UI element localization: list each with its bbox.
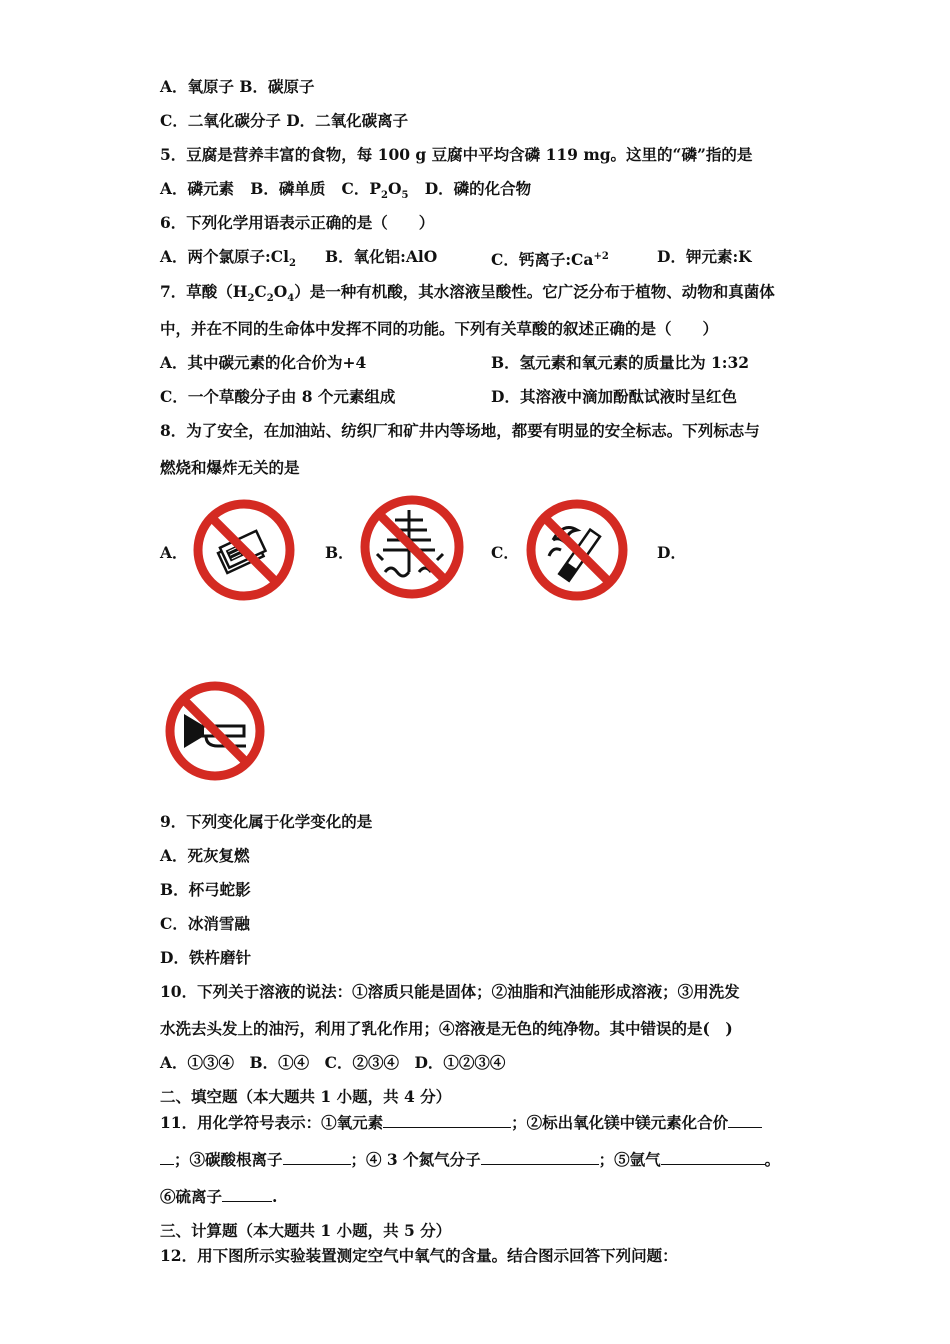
q7-stem-line1: 7．草酸$(H_2C_2O_4)$是一种有机酸，其水溶液呈酸性。它广泛分布于植物、动物和真菌体	[160, 282, 775, 305]
q4-options-line1: A．氧原子 B．碳原子	[160, 77, 315, 96]
q8-label-c: C．	[491, 543, 519, 562]
q5-option-d: D．磷的化合物	[424, 179, 532, 198]
q5-option-b: B．磷单质	[250, 179, 326, 198]
q11-line1: 11．用化学符号表示：①氧元素 ；②标出氧化镁中镁元素化合价	[160, 1113, 762, 1133]
q9-option-a: A．死灰复燃	[160, 846, 250, 865]
q6-option-a: A．两个氯原子$:Cl_2$	[160, 247, 296, 270]
no-smoking-sign-icon	[523, 496, 631, 604]
blank-oxygen-element[interactable]	[383, 1113, 511, 1128]
blank-argon[interactable]	[661, 1150, 765, 1165]
no-matches-sign-icon	[190, 496, 298, 604]
q5-options	[160, 179, 531, 206]
q6-stem: 6．下列化学用语表示正确的是（ ）	[160, 213, 435, 232]
q9-stem: 9．下列变化属于化学变化的是	[160, 812, 373, 831]
blank-mg-valence-cont[interactable]	[160, 1150, 174, 1165]
q11-line3: ⑥硫离子 .	[160, 1187, 278, 1206]
q9-option-d: D．铁杵磨针	[160, 948, 251, 967]
q5-option-a: A．磷元素	[160, 179, 235, 198]
blank-carbonate-ion[interactable]	[283, 1150, 351, 1165]
blank-mg-valence[interactable]	[728, 1113, 762, 1128]
blank-nitrogen-molecules[interactable]	[481, 1150, 599, 1165]
q4-options-line2: C．二氧化碳分子 D．二氧化碳离子	[160, 111, 409, 130]
q7-stem-line2: 中，并在不同的生命体中发挥不同的功能。下列有关草酸的叙述正确的是（ ）	[160, 319, 719, 338]
blank-sulfide-ion[interactable]	[222, 1187, 272, 1202]
q5-option-c: C．$P_2O_5$	[341, 179, 409, 202]
q7-option-c: C．一个草酸分子由 8 个元素组成	[160, 387, 396, 406]
no-honking-sign-icon	[162, 678, 268, 784]
q12-stem: 12．用下图所示实验装置测定空气中氧气的含量。结合图示回答下列问题：	[160, 1246, 678, 1265]
q7-option-a: A．其中碳元素的化合价为+4	[160, 353, 367, 372]
q5-stem: 5．豆腐是营养丰富的食物，每 100 g 豆腐中平均含磷 119 mg。这里的“磷”指的是	[160, 145, 753, 164]
q6-option-c: C．钙离子$:Ca^{+2}$	[491, 250, 609, 270]
q9-option-b: B．杯弓蛇影	[160, 880, 251, 899]
q6-option-d: D．钾元素:K	[657, 247, 752, 266]
q8-stem-line2: 燃烧和爆炸无关的是	[160, 458, 300, 477]
no-fireworks-sign-icon	[357, 492, 467, 602]
section3-title: 三、计算题（本大题共 1 小题，共 5 分）	[160, 1221, 452, 1240]
q9-option-c: C．冰消雪融	[160, 914, 250, 933]
q10-stem-line1: 10．下列关于溶液的说法：①溶质只能是固体；②油脂和汽油能形成溶液；③用洗发	[160, 982, 740, 1001]
q6-option-b: B．氧化铝:AlO	[325, 247, 438, 266]
q10-stem-line2: 水洗去头发上的油污，利用了乳化作用；④溶液是无色的纯净物。其中错误的是( )	[160, 1019, 733, 1038]
q11-line2: ；③碳酸根离子 ；④ 3 个氮气分子 ；⑤氩气 。	[160, 1150, 780, 1170]
q8-label-d: D．	[657, 543, 686, 562]
section2-title: 二、填空题（本大题共 1 小题，共 4 分）	[160, 1087, 452, 1106]
q10-options: A．①③④ B．①④ C．②③④ D．①②③④	[160, 1053, 506, 1072]
q7-option-b: B．氢元素和氧元素的质量比为 1:32	[491, 353, 750, 372]
q8-label-b: B．	[325, 543, 354, 562]
q7-option-d: D．其溶液中滴加酚酞试液时呈红色	[491, 387, 737, 406]
q8-label-a: A．	[160, 543, 188, 562]
q8-stem-line1: 8．为了安全，在加油站、纺织厂和矿井内等场地，都要有明显的安全标志。下列标志与	[160, 421, 760, 440]
